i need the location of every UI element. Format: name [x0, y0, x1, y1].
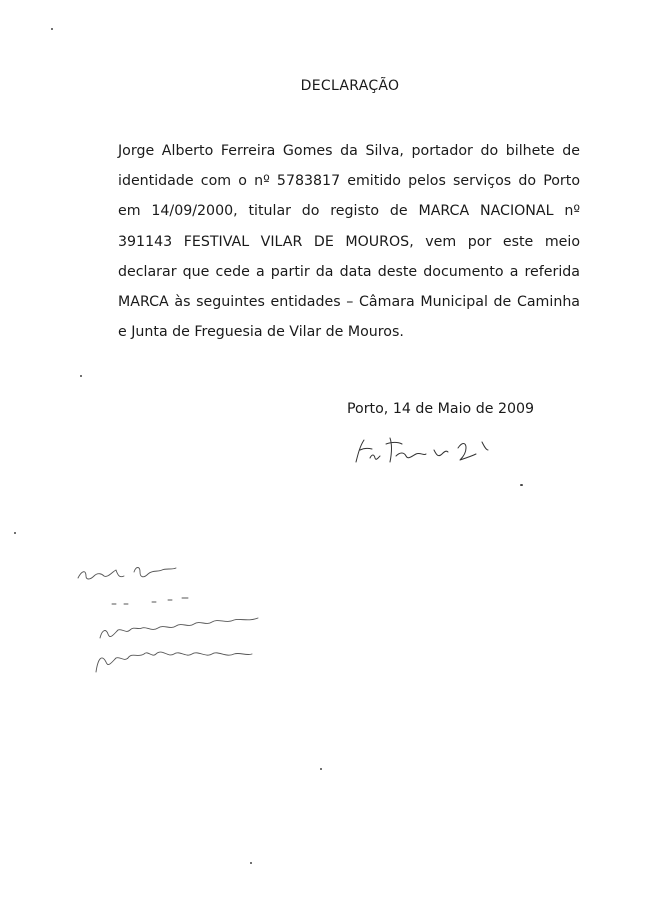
place-date: Porto, 14 de Maio de 2009 — [347, 401, 535, 417]
scan-speck — [250, 862, 252, 864]
document-title: DECLARAÇÃO — [300, 78, 400, 94]
scan-speck — [80, 375, 82, 377]
handwritten-note — [72, 558, 272, 690]
scan-speck — [320, 768, 322, 770]
scan-speck — [51, 28, 53, 30]
declaration-body: Jorge Alberto Ferreira Gomes da Silva, portador do bilhete de identidade com o nº 5783817 emitido pelos serviços do Porto em 14/09/2000, titular do registo de MARCA NACIONAL nº 391143 FESTIVAL VILAR DE MOUROS, vem por este meio declarar que cede a partir da data deste documento a referida MARCA às seguintes entidades – Câmara Municipal de Caminha e Junta de Freguesia de Vilar de Mouros. — [118, 143, 580, 341]
signature-main — [350, 428, 500, 470]
scan-speck — [14, 532, 16, 534]
scan-speck — [520, 484, 523, 486]
